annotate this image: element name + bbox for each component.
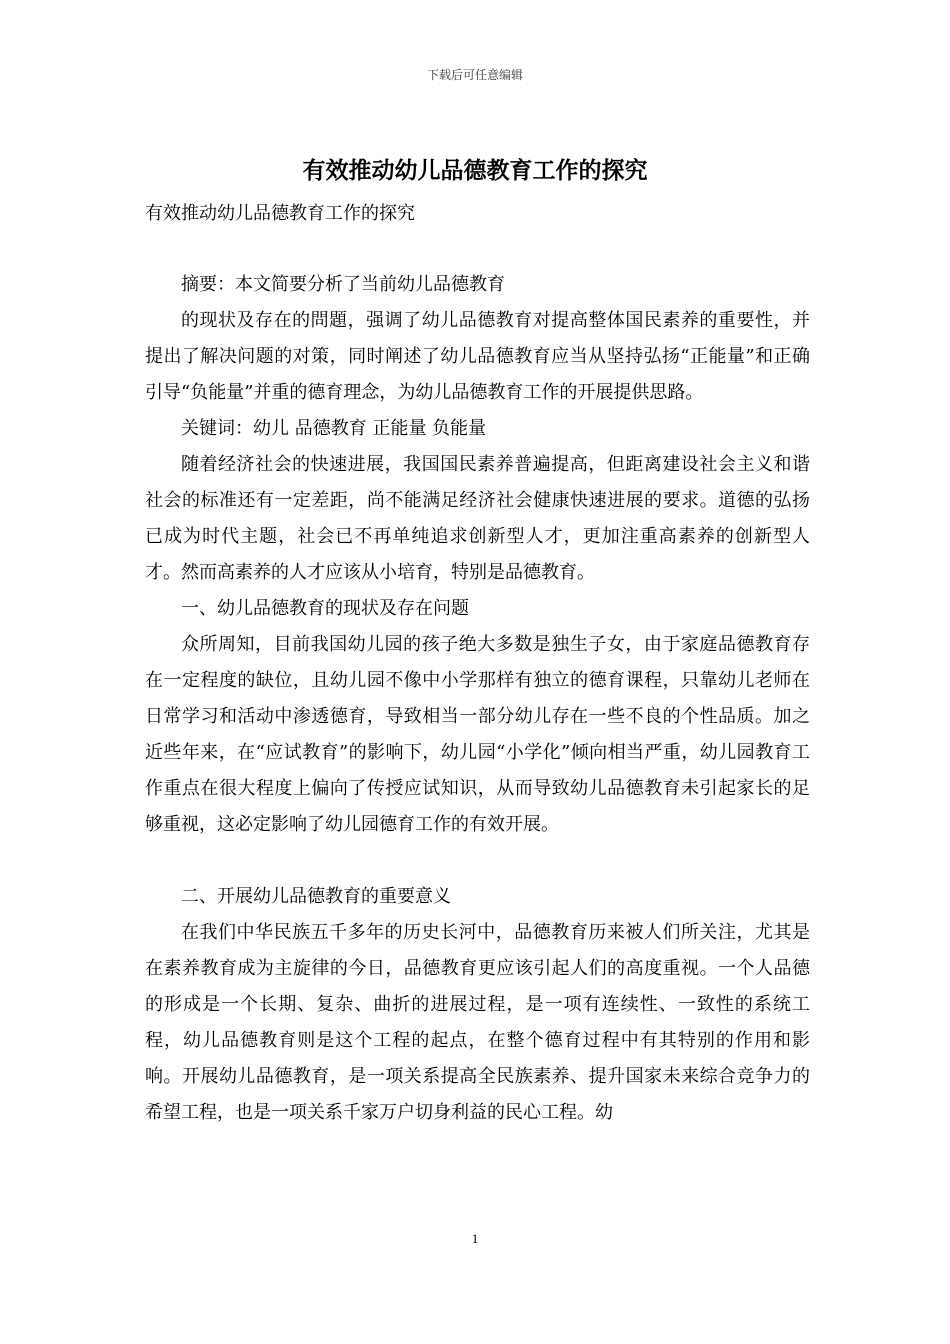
- section-heading-1: 一、幼儿品德教育的现状及存在问题: [181, 598, 469, 619]
- section-2-paragraph: 在我们中华民族五千多年的历史长河中，品德教育历来被人们所关注，尤其是在素养教育成为主旋律的今日，品德教育更应该引起人们的高度重视。一个人品德的形成是一个长期、复杂、曲折的进展过程，是一项有连续性、一致性的系统工程，幼儿品德教育则是这个工程的起点，在整个德育过程中有其特别的作用和影响。开展幼儿品德教育，是一项关系提高全民族素养、提升国家未来综合竞争力的希望工程，也是一项关系千家万户切身利益的民心工程。幼: [145, 922, 810, 1123]
- document-body: [145, 267, 810, 1131]
- section-heading-2: 二、开展幼儿品德教育的重要意义: [181, 886, 451, 907]
- document-title: 有效推动幼儿品德教育工作的探究: [302, 157, 648, 184]
- paragraph-spacer: [145, 843, 810, 879]
- abstract-heading: 摘要：本文简要分析了当前幼儿品德教育: [181, 274, 505, 295]
- keywords-line: 关键词：幼儿 品德教育 正能量 负能量: [181, 418, 487, 439]
- intro-paragraph: 随着经济社会的快速进展，我国国民素养普遍提高，但距离建设社会主义和谐社会的标准还有一定差距，尚不能满足经济社会健康快速进展的要求。道德的弘扬已成为时代主题，社会已不再单纯追求创新型人才，更加注重高素养的创新型人才。然而高素养的人才应该从小培育，特别是品德教育。: [145, 454, 810, 583]
- abstract-paragraph: 的现状及存在的問題，强调了幼儿品德教育对提高整体国民素养的重要性，并提出了解决问题的对策，同时阐述了幼儿品德教育应当从坚持弘扬“正能量”和正确引导“负能量”并重的德育理念，为幼儿品德教育工作的开展提供思路。: [145, 310, 810, 403]
- document-subtitle: 有效推动幼儿品德教育工作的探究: [145, 203, 415, 224]
- section-1-paragraph: 众所周知，目前我国幼儿园的孩子绝大多数是独生子女，由于家庭品德教育存在一定程度的缺位，且幼儿园不像中小学那样有独立的德育课程，只靠幼儿老师在日常学习和活动中渗透德育，导致相当一部分幼儿存在一些不良的个性品质。加之近些年来，在“应试教育”的影响下，幼儿园“小学化”倾向相当严重，幼儿园教育工作重点在很大程度上偏向了传授应试知识，从而导致幼儿品德教育未引起家长的足够重视，这必定影响了幼儿园德育工作的有效开展。: [145, 634, 810, 835]
- page-header-note: 下载后可任意编辑: [426, 68, 523, 82]
- page-number: 1: [471, 1231, 479, 1246]
